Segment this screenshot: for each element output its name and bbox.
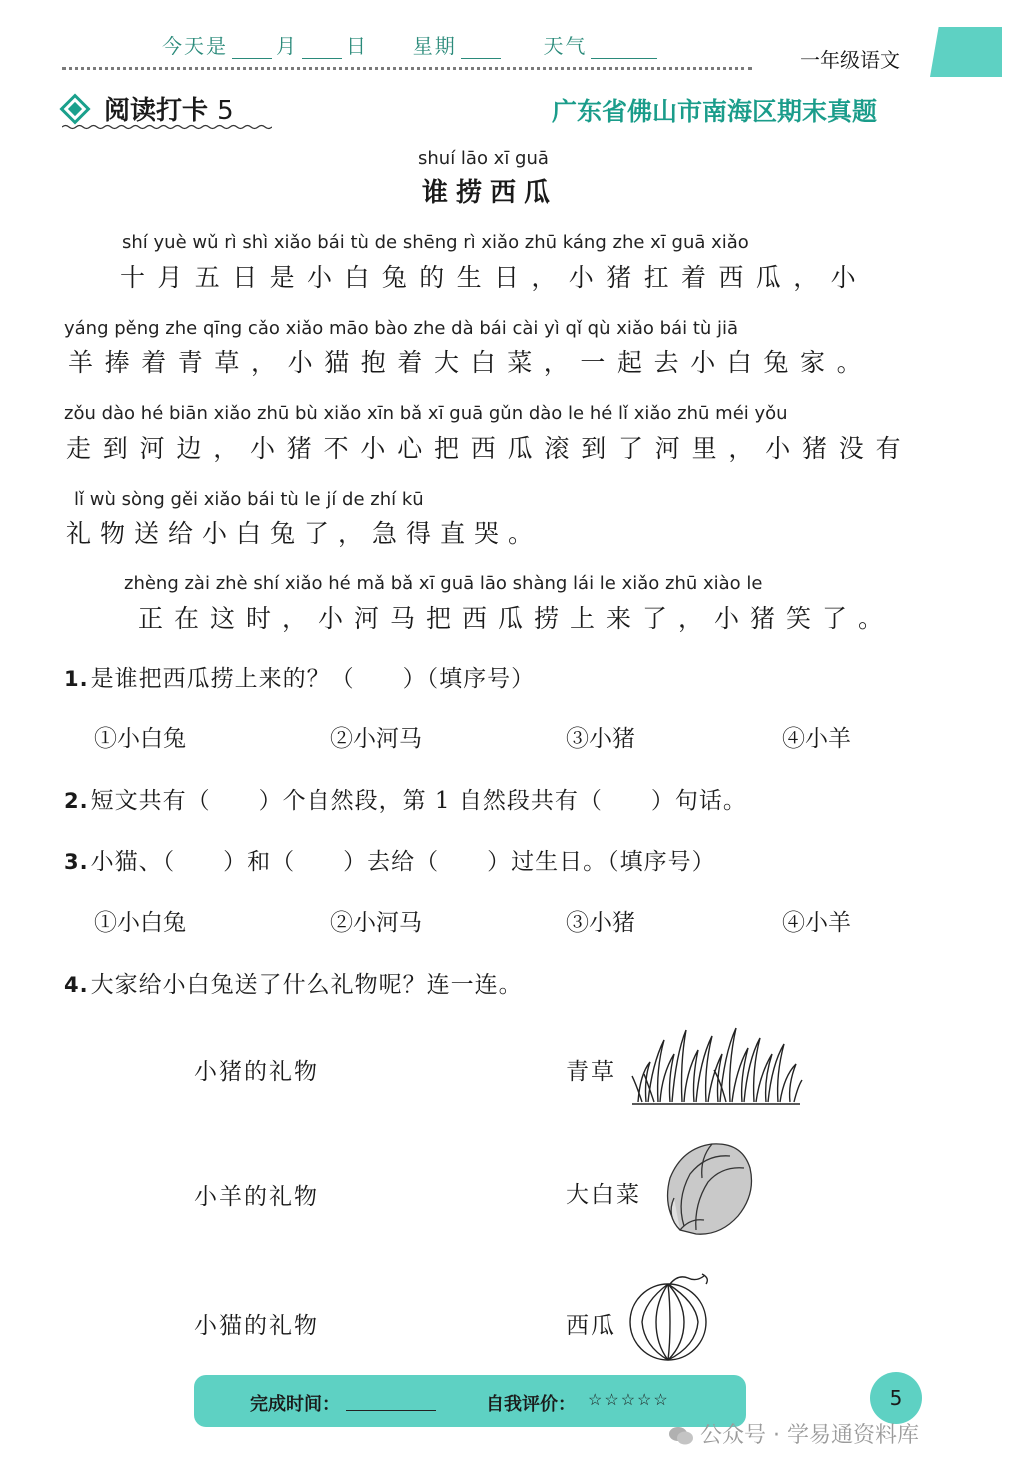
text-line: 礼物送给小白兔了，急得直哭。 <box>66 519 543 548</box>
pinyin-line: zǒu dào hé biān xiǎo zhū bù xiǎo xīn bǎ xī guā gǔn dào le hé lǐ xiǎo zhū méi yǒu <box>64 403 788 424</box>
diamond-icon <box>59 93 90 124</box>
pinyin-line: zhèng zài zhè shí xiǎo hé mǎ bǎ xī guā lāo shàng lái le xiǎo zhū xiào le <box>124 573 763 594</box>
date-line <box>162 30 661 59</box>
text-line: 正在这时，小河马把西瓜捞上来了，小猪笑了。 <box>138 604 895 633</box>
card-title <box>104 90 234 127</box>
weather-label: 天气 <box>543 34 588 58</box>
question-4: 4.大家给小白兔送了什么礼物呢？连一连。 <box>64 972 523 998</box>
match-left-item[interactable]: 小猫的礼物 <box>194 1313 319 1339</box>
completion-time-label: 完成时间： <box>250 1394 340 1415</box>
card-number: 5 <box>217 96 234 126</box>
pinyin-line: yáng pěng zhe qīng cǎo xiǎo māo bào zhe dà bái cài yì qǐ qù xiǎo bái tù jiā <box>64 318 739 339</box>
day-label: 日 <box>346 34 368 58</box>
question-3: 3.小猫、（ ）和（ ）去给（ ）过生日。（填序号） <box>64 849 716 875</box>
weekday-blank[interactable] <box>461 40 501 59</box>
q1-option[interactable]: ①小白兔 <box>94 726 186 752</box>
month-blank[interactable] <box>232 40 272 59</box>
q1-option[interactable]: ④小羊 <box>782 726 851 752</box>
match-right-item[interactable]: 大白菜 <box>566 1182 641 1208</box>
match-left-item[interactable]: 小羊的礼物 <box>194 1184 319 1210</box>
q3-option[interactable]: ③小猪 <box>566 910 635 936</box>
q3-option[interactable]: ②小河马 <box>330 910 422 936</box>
watermark <box>668 1418 919 1449</box>
match-right-item[interactable]: 青草 <box>566 1059 616 1085</box>
source-title: 广东省佛山市南海区期末真题 <box>552 97 878 126</box>
q1-option[interactable]: ②小河马 <box>330 726 422 752</box>
grass-icon <box>628 1024 804 1108</box>
completion-time-blank[interactable] <box>346 1410 436 1411</box>
star-rating[interactable]: ☆☆☆☆☆ <box>588 1390 670 1409</box>
pinyin-line: lǐ wù sòng gěi xiǎo bái tù le jí de zhí kū <box>74 489 424 510</box>
cabbage-icon <box>660 1138 756 1238</box>
day-blank[interactable] <box>302 40 342 59</box>
grade-tab <box>930 27 1002 77</box>
q3-option[interactable]: ④小羊 <box>782 910 851 936</box>
text-line: 十月五日是小白兔的生日，小猪扛着西瓜，小 <box>120 263 869 292</box>
weekday-label: 星期 <box>412 34 457 58</box>
weather-blank[interactable] <box>591 40 657 59</box>
text-line: 走到河边，小猪不小心把西瓜滚到了河里，小猪没有 <box>66 434 913 463</box>
month-label: 月 <box>276 34 298 58</box>
wavy-underline <box>62 124 272 130</box>
passage-title: 谁捞西瓜 <box>422 178 559 208</box>
q3-option[interactable]: ①小白兔 <box>94 910 186 936</box>
watermark-text: 公众号 · 学易通资料库 <box>700 1423 919 1448</box>
watermelon-icon <box>626 1272 718 1364</box>
page-number: 5 <box>870 1372 922 1424</box>
text-line: 羊捧着青草，小猫抱着大白菜，一起去小白兔家。 <box>68 348 874 377</box>
question-2: 2.短文共有（ ）个自然段，第 1 自然段共有（ ）句话。 <box>64 788 747 814</box>
today-label: 今天是 <box>162 34 228 58</box>
match-left-item[interactable]: 小猪的礼物 <box>194 1059 319 1085</box>
question-1: 1.是谁把西瓜捞上来的？（ ）（填序号） <box>64 666 536 692</box>
pinyin-line: shí yuè wǔ rì shì xiǎo bái tù de shēng rì xiǎo zhū káng zhe xī guā xiǎo <box>122 232 749 253</box>
title-pinyin: shuí lāo xī guā <box>418 148 549 169</box>
grade-label: 一年级语文 <box>800 48 900 72</box>
card-title-text: 阅读打卡 <box>104 96 209 126</box>
self-eval-label: 自我评价： <box>486 1394 576 1415</box>
match-right-item[interactable]: 西瓜 <box>566 1313 616 1339</box>
q1-option[interactable]: ③小猪 <box>566 726 635 752</box>
wechat-icon <box>668 1426 694 1446</box>
dotted-divider <box>62 67 752 70</box>
